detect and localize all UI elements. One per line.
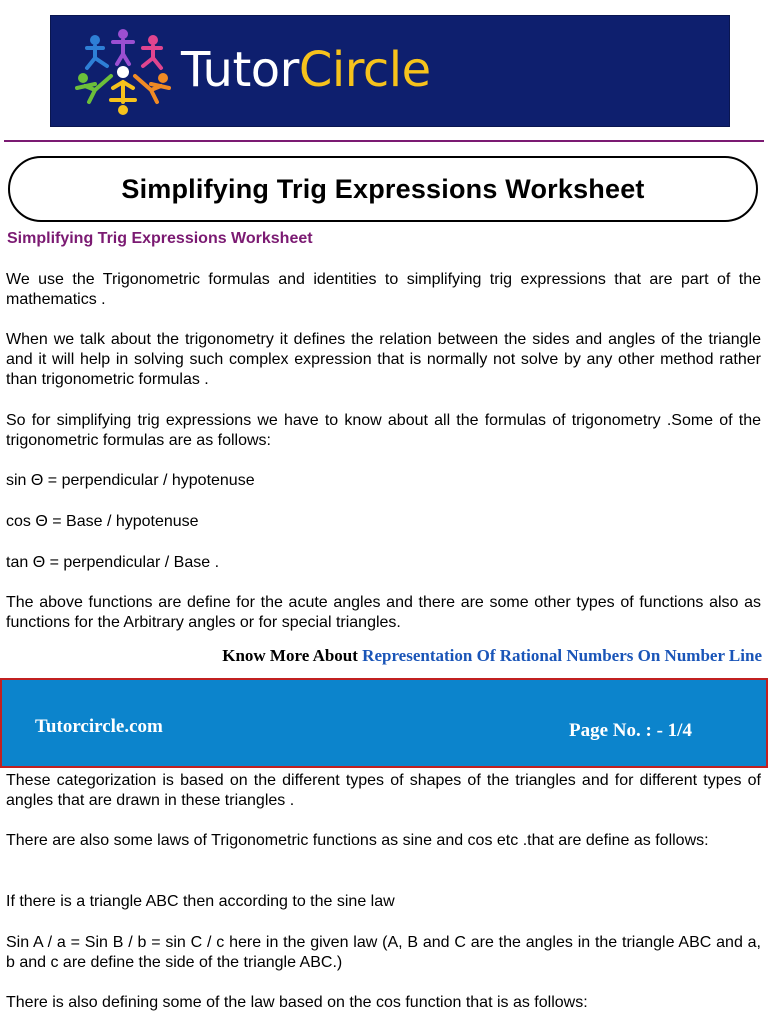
paragraph: There is also defining some of the law based on the cos function that is as follows: [6, 994, 588, 1011]
paragraph: These categorization is based on the different types of shapes of the triangles and for different types of angles that are drawn in these triangles . [6, 772, 761, 809]
paragraph: There are also some laws of Trigonometric functions as sine and cos etc .that are define as follows: [6, 832, 709, 849]
formula-cos: cos Θ = Base / hypotenuse [6, 513, 199, 530]
footer-site[interactable]: Tutorcircle.com [35, 716, 163, 737]
know-more-line [222, 646, 762, 666]
paragraph: If there is a triangle ABC then according to the sine law [6, 893, 395, 910]
divider-top [4, 140, 764, 142]
header-banner [50, 15, 730, 127]
footer-page-number: Page No. : - 1/4 [569, 720, 692, 741]
know-more-prefix: Know More About [222, 646, 358, 665]
know-more-link[interactable]: Representation Of Rational Numbers On Number Line [362, 646, 762, 665]
title-box [8, 156, 758, 222]
paragraph: When we talk about the trigonometry it defines the relation between the sides and angles of the triangle and it will help in solving such complex expression that is normally not solve by any other method rather than trigonometric formulas . [6, 331, 761, 388]
paragraph: So for simplifying trig expressions we have to know about all the formulas of trigonometry .Some of the trigonometric formulas are as follows: [6, 412, 761, 449]
logo-wordmark [181, 40, 431, 100]
page-footer [0, 678, 768, 768]
paragraph: Sin A / a = Sin B / b = sin C / c here in the given law (A, B and C are the angles in the triangle ABC and a, b and c are define the side of the triangle ABC.) [6, 934, 761, 971]
logo-text-part2: Circle [298, 42, 431, 98]
formula-sin: sin Θ = perpendicular / hypotenuse [6, 472, 255, 489]
logo-people-icon [73, 26, 173, 116]
paragraph: We use the Trigonometric formulas and identities to simplifying trig expressions that are part of the mathematics . [6, 271, 761, 308]
formula-tan: tan Θ = perpendicular / Base . [6, 554, 220, 571]
section-subtitle: Simplifying Trig Expressions Worksheet [7, 230, 313, 247]
paragraph: The above functions are define for the acute angles and there are some other types of functions also as functions for the Arbitrary angles or for special triangles. [6, 594, 761, 631]
page-title: Simplifying Trig Expressions Worksheet [121, 173, 645, 204]
logo-text-part1: Tutor [181, 42, 299, 98]
